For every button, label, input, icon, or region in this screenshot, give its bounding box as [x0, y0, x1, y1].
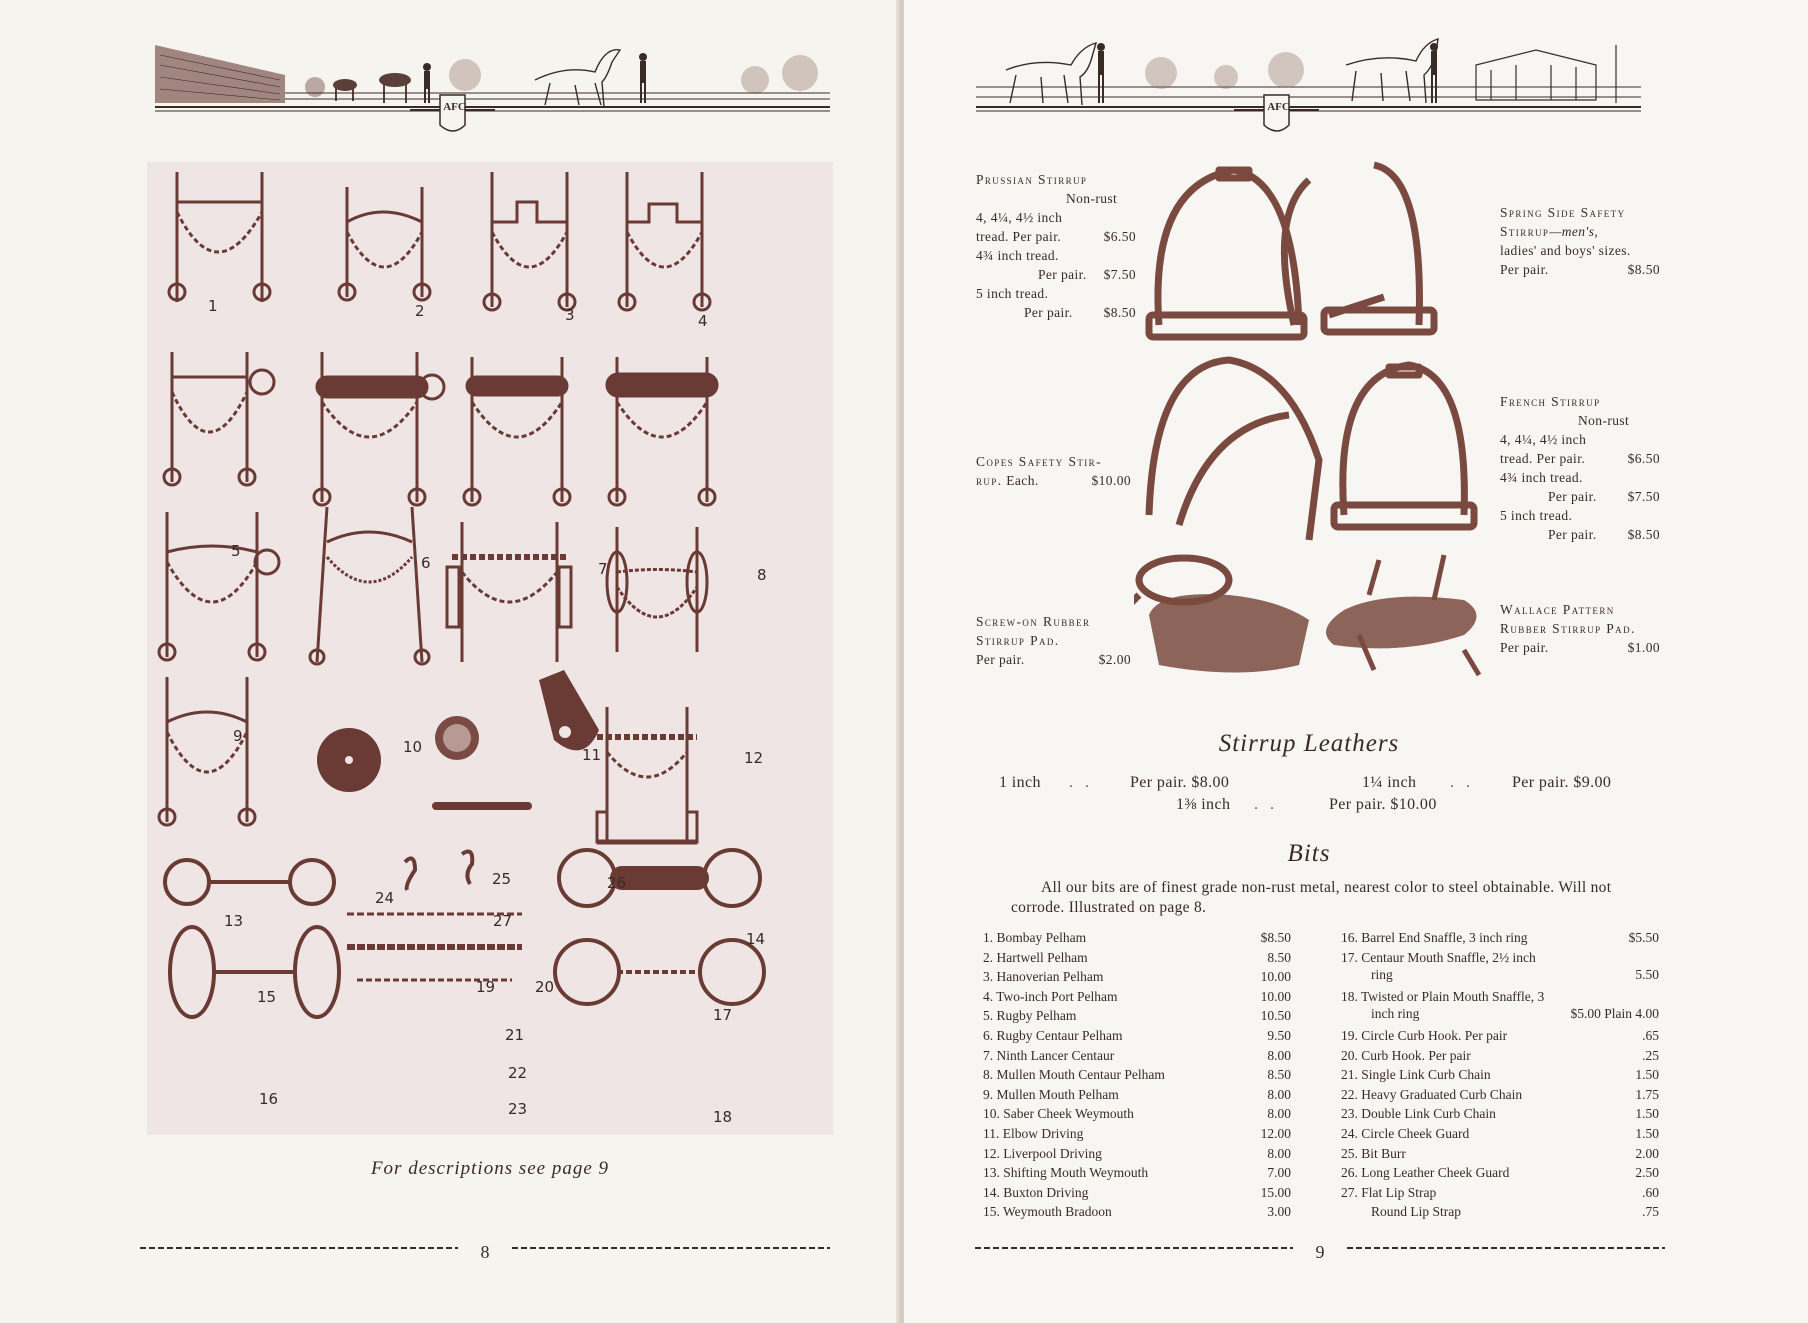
list-item [983, 1085, 1291, 1105]
list-item [983, 1202, 1291, 1222]
plate-number: 1 [208, 297, 218, 315]
plate-number: 3 [565, 306, 575, 324]
wallace-title: Wallace Pattern [1500, 602, 1615, 617]
list-item [1341, 1163, 1659, 1183]
french-line: Per pair. [1548, 527, 1597, 542]
bit-price: 10.00 [1260, 988, 1291, 1004]
bit-label: 7. Ninth Lancer Centaur [983, 1047, 1115, 1063]
list-item [983, 1124, 1291, 1144]
plate-number: 5 [231, 542, 241, 560]
bit-price: 3.00 [1267, 1204, 1291, 1220]
bit-label: 9. Mullen Mouth Pelham [983, 1086, 1119, 1102]
bit-price: .75 [1642, 1204, 1659, 1220]
french-line: 4¾ inch tread. [1500, 470, 1583, 485]
bit-label: 22. Heavy Graduated Curb Chain [1341, 1086, 1523, 1102]
leathers-size: 1 inch [999, 774, 1041, 791]
screw-on-price: $2.00 [1098, 652, 1131, 667]
list-item [983, 1104, 1291, 1124]
grandstand-horses-illustration [155, 25, 830, 140]
prussian-stirrup-illustration [1149, 170, 1304, 337]
leathers-leader: . . [1069, 774, 1093, 791]
plate-number: 24 [375, 889, 395, 907]
plate-number: 4 [698, 312, 708, 330]
plate-number: 19 [476, 978, 496, 996]
bit-label: 14. Buxton Driving [983, 1184, 1089, 1200]
spring-side-stirrup-text [1500, 203, 1660, 279]
screw-on-title: Stirrup Pad. [976, 633, 1060, 648]
list-item [983, 1144, 1291, 1164]
plate-number: 27 [493, 912, 513, 930]
spring-side-line: —men's, [1549, 224, 1599, 239]
french-line: Per pair. [1548, 489, 1597, 504]
bit-1-illustration [169, 172, 270, 302]
screw-on-line: Per pair. [976, 652, 1025, 667]
bit-price: 9.50 [1267, 1028, 1291, 1043]
plate-number: 7 [598, 560, 608, 578]
list-item [1341, 1026, 1659, 1046]
plate-number: 22 [508, 1064, 528, 1082]
plate-number: 20 [535, 978, 555, 996]
spring-side-title: Spring Side Safety [1500, 205, 1626, 220]
list-item [1341, 1183, 1659, 1203]
plate-number: 9 [233, 727, 243, 745]
bit-label: 19. Circle Curb Hook. Per pair [1341, 1028, 1508, 1043]
bit-label: 4. Two-inch Port Pelham [983, 988, 1118, 1004]
wallace-price: $1.00 [1627, 640, 1660, 655]
bit-label: 20. Curb Hook. Per pair [1341, 1047, 1471, 1063]
prussian-price: $8.50 [1103, 305, 1136, 320]
list-item [983, 1163, 1291, 1183]
plate-number: 6 [421, 554, 431, 572]
list-item [983, 967, 1291, 987]
copes-line: Each. [1006, 473, 1039, 488]
screw-on-title: Screw-on Rubber [976, 614, 1091, 629]
bit-label: 10. Saber Cheek Weymouth [983, 1106, 1134, 1122]
left-page [0, 0, 900, 1323]
list-item [983, 1026, 1291, 1046]
wallace-pad-text [1500, 600, 1660, 657]
curb-hooks-illustration [405, 852, 472, 890]
bit-label: 1. Bombay Pelham [983, 930, 1087, 945]
cheek-guards-illustration [317, 670, 602, 810]
bit-price: 2.50 [1635, 1165, 1659, 1181]
copes-title: Copes Safety Stir- [976, 454, 1102, 469]
list-item [983, 928, 1291, 948]
prussian-line: 5 inch tread. [976, 286, 1049, 301]
bit-4-illustration [619, 172, 710, 310]
bit-label: Round Lip Strap [1371, 1204, 1461, 1220]
bit-label: 3. Hanoverian Pelham [983, 969, 1104, 985]
list-item [983, 1183, 1291, 1203]
bit-10-illustration [310, 507, 429, 664]
left-header-vignette [155, 25, 830, 140]
french-line: Non-rust [1578, 413, 1630, 428]
prussian-line: 4¾ inch tread. [976, 248, 1059, 263]
list-item [1341, 1124, 1659, 1144]
bits-heading: Bits [1287, 840, 1331, 867]
prussian-stirrup-text [976, 170, 1136, 322]
bit-label: 24. Circle Cheek Guard [1341, 1126, 1470, 1141]
prussian-price: $7.50 [1103, 267, 1136, 282]
prussian-line: Per pair. [1038, 267, 1087, 282]
list-item [1341, 1104, 1659, 1124]
plate-number: 14 [746, 930, 766, 948]
bit-14-illustration [597, 707, 697, 842]
spring-side-line: Per pair. [1500, 262, 1549, 277]
copes-title: rup. [976, 473, 1003, 488]
bit-price: 1.50 [1635, 1126, 1659, 1141]
list-item [1341, 1004, 1659, 1024]
french-stirrup-illustration [1334, 365, 1474, 527]
list-item [1341, 965, 1659, 985]
french-title: French Stirrup [1500, 394, 1601, 409]
bit-label: 17. Centaur Mouth Snaffle, 2½ inch [1341, 949, 1536, 965]
prussian-price: $6.50 [1103, 229, 1136, 244]
prussian-line: Per pair. [1024, 305, 1073, 320]
plate-number: 10 [403, 738, 423, 756]
copes-safety-stirrup-illustration [1134, 360, 1319, 605]
bit-9-illustration [159, 512, 279, 660]
leathers-price: Per pair. $9.00 [1512, 774, 1612, 791]
bit-price: 10.50 [1260, 1008, 1291, 1024]
bit-12-illustration [607, 527, 707, 652]
bit-price: 2.00 [1635, 1145, 1659, 1161]
bit-16-illustration [170, 927, 339, 1017]
bit-price: 1.50 [1635, 1067, 1659, 1083]
bit-label: 23. Double Link Curb Chain [1341, 1106, 1496, 1122]
plate-number: 15 [257, 988, 277, 1006]
bit-3-illustration [484, 172, 575, 310]
bit-label: 16. Barrel End Snaffle, 3 inch ring [1341, 930, 1528, 945]
french-price: $8.50 [1627, 527, 1660, 542]
plate-caption: For descriptions see page 9 [370, 1158, 610, 1179]
bit-7-illustration [464, 357, 570, 505]
plate-number: 12 [744, 749, 764, 767]
wallace-rubber-pad-illustration [1326, 597, 1477, 649]
bit-label: 5. Rugby Pelham [983, 1008, 1077, 1024]
bit-label: 21. Single Link Curb Chain [1341, 1067, 1491, 1083]
bit-label: 2. Hartwell Pelham [983, 949, 1088, 965]
leathers-leader: . . [1254, 796, 1278, 813]
prussian-title: Prussian Stirrup [976, 172, 1088, 187]
page-number: 9 [1315, 1242, 1325, 1262]
list-item [983, 1006, 1291, 1026]
bit-5-illustration [164, 352, 274, 485]
plate-number: 13 [224, 912, 244, 930]
french-stirrup-text [1500, 392, 1660, 544]
right-header-vignette [976, 25, 1641, 140]
leathers-price: Per pair. $8.00 [1130, 774, 1230, 791]
bit-price: 15.00 [1260, 1184, 1291, 1200]
leathers-size: 1¼ inch [1362, 774, 1417, 791]
screw-on-rubber-pad-illustration [1149, 594, 1309, 672]
list-item [1341, 1085, 1659, 1105]
spring-side-safety-stirrup-illustration [1284, 165, 1434, 332]
spring-side-title: Stirrup [1500, 224, 1550, 239]
plate-number: 2 [415, 302, 425, 320]
bit-label: 18. Twisted or Plain Mouth Snaffle, 3 [1341, 988, 1545, 1004]
bit-8-illustration [607, 357, 717, 505]
list-item [983, 987, 1291, 1007]
left-monogram: AFC [443, 101, 466, 113]
spring-side-price: $8.50 [1627, 262, 1660, 277]
copes-price: $10.00 [1091, 473, 1131, 488]
bit-price: 8.50 [1267, 1067, 1291, 1083]
bit-11-illustration [447, 522, 571, 662]
list-item [1341, 1046, 1659, 1066]
bit-6-illustration [314, 352, 444, 505]
bits-description: All our bits are of finest grade non-rust metal, nearest color to steel obtainable. Will not corrode. Illustrated on page 8. [1011, 879, 1612, 916]
plate-number: 16 [259, 1090, 279, 1108]
right-footer [975, 1240, 1665, 1270]
spring-side-line: ladies' and boys' sizes. [1500, 243, 1631, 258]
plate-number: 8 [757, 566, 767, 584]
french-line: 5 inch tread. [1500, 508, 1573, 523]
bit-2-illustration [339, 187, 430, 300]
right-monogram: AFC [1267, 101, 1290, 113]
plate-number: 11 [582, 746, 602, 764]
page-number: 8 [480, 1242, 490, 1262]
screw-on-pad-text [976, 612, 1131, 669]
bits-plate [147, 162, 833, 1135]
bit-price: 7.00 [1267, 1165, 1291, 1181]
bit-price: .65 [1642, 1028, 1659, 1043]
horses-stable-illustration [976, 25, 1641, 140]
bit-label: 8. Mullen Mouth Centaur Pelham [983, 1067, 1165, 1083]
plate-number: 25 [492, 870, 512, 888]
leathers-price: Per pair. $10.00 [1329, 796, 1437, 813]
bit-price: 12.00 [1260, 1126, 1291, 1141]
french-line: tread. Per pair. [1500, 451, 1586, 466]
list-item [983, 948, 1291, 968]
bit-18-illustration [555, 940, 764, 1004]
bit-label: 26. Long Leather Cheek Guard [1341, 1165, 1510, 1181]
plate-number: 26 [607, 874, 627, 892]
bit-label: 25. Bit Burr [1341, 1145, 1406, 1161]
bit-price: 8.50 [1267, 949, 1291, 965]
bit-label: 6. Rugby Centaur Pelham [983, 1028, 1123, 1043]
copes-stirrup-text [976, 452, 1131, 490]
bit-17-illustration [559, 850, 760, 906]
stirrup-leathers-heading: Stirrup Leathers [1218, 730, 1400, 757]
plate-number: 21 [505, 1026, 525, 1044]
list-item [1341, 1202, 1659, 1222]
bit-label: ring [1371, 967, 1393, 982]
bit-price: 1.75 [1635, 1086, 1659, 1102]
bit-price: $8.50 [1260, 930, 1291, 945]
leathers-size: 1⅜ inch [1176, 796, 1231, 813]
list-item [1341, 1144, 1659, 1164]
french-price: $6.50 [1627, 451, 1660, 466]
list-item [983, 1065, 1291, 1085]
wallace-title: Rubber Stirrup Pad. [1500, 621, 1636, 636]
bit-label: 15. Weymouth Bradoon [983, 1204, 1112, 1220]
wallace-line: Per pair. [1500, 640, 1549, 655]
bit-price: $5.50 [1628, 930, 1659, 945]
bit-13-illustration [159, 677, 255, 825]
plate-number: 18 [713, 1108, 733, 1126]
bit-price: 10.00 [1260, 969, 1291, 985]
plate-number: 23 [508, 1100, 528, 1118]
prussian-line: tread. Per pair. [976, 229, 1062, 244]
bit-price: 1.50 [1635, 1106, 1659, 1122]
bit-label: 13. Shifting Mouth Weymouth [983, 1165, 1149, 1181]
bit-price: .60 [1642, 1184, 1659, 1200]
bit-price: $5.00 Plain 4.00 [1570, 1006, 1659, 1021]
prussian-line: Non-rust [1066, 191, 1118, 206]
list-item [983, 1046, 1291, 1066]
list-item [1341, 1065, 1659, 1085]
leathers-leader: . . [1450, 774, 1474, 791]
bit-label: 12. Liverpool Driving [983, 1145, 1102, 1161]
french-price: $7.50 [1627, 489, 1660, 504]
bit-price: 8.00 [1267, 1086, 1291, 1102]
prussian-line: 4, 4¼, 4½ inch [976, 210, 1063, 225]
bit-price: .25 [1642, 1047, 1659, 1063]
bit-label: 11. Elbow Driving [983, 1126, 1084, 1141]
bit-price: 8.00 [1267, 1145, 1291, 1161]
bit-label: inch ring [1371, 1006, 1420, 1021]
left-footer [140, 1240, 830, 1270]
bit-label: 27. Flat Lip Strap [1341, 1184, 1437, 1200]
list-item [1341, 928, 1659, 948]
plate-number: 17 [713, 1006, 733, 1024]
bit-15-illustration [165, 860, 334, 904]
bit-price: 5.50 [1635, 967, 1659, 982]
bit-price: 8.00 [1267, 1047, 1291, 1063]
french-line: 4, 4¼, 4½ inch [1500, 432, 1587, 447]
bit-price: 8.00 [1267, 1106, 1291, 1122]
